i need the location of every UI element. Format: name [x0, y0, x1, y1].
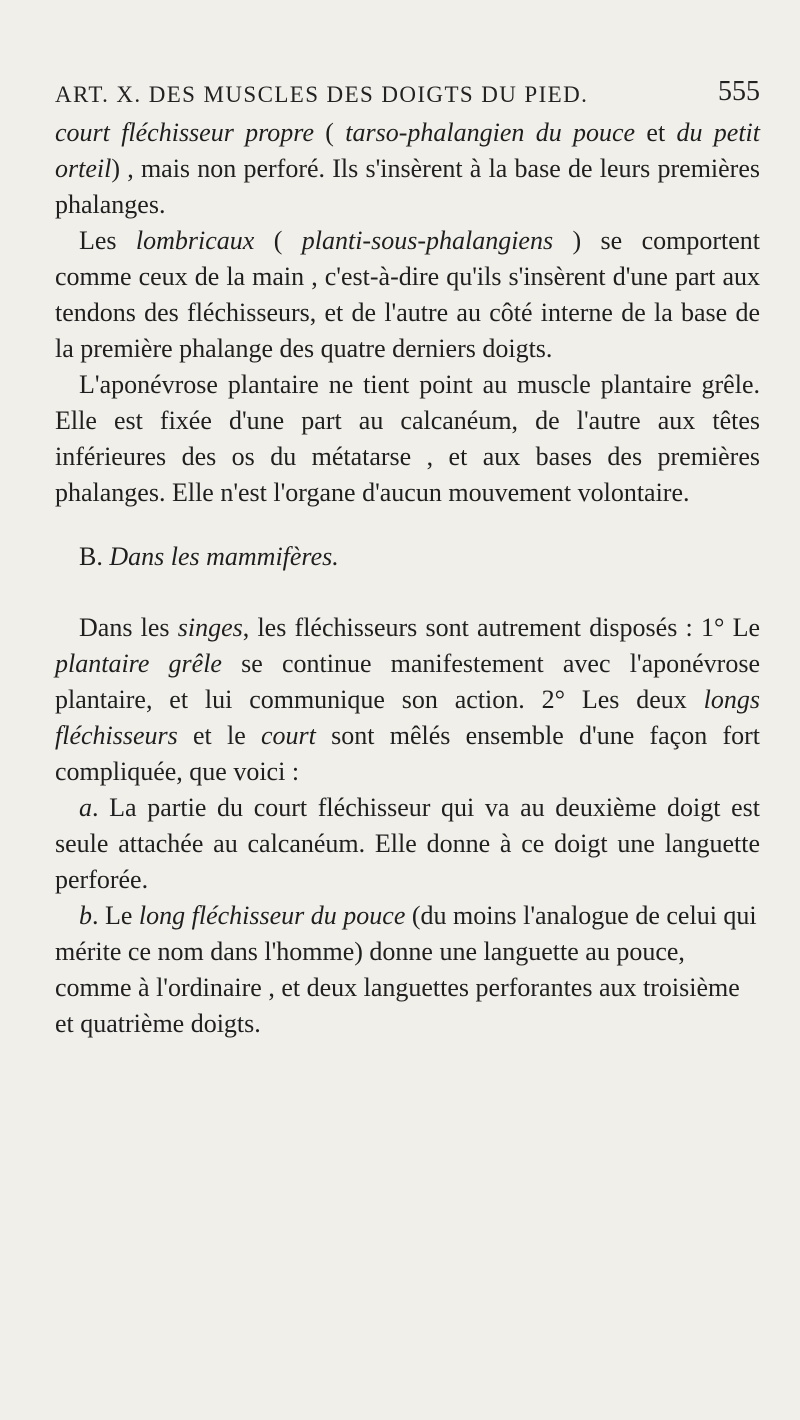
italic-run: tarso-phalangien du pouce	[345, 118, 636, 147]
paragraph-2	[55, 223, 760, 367]
section-heading	[55, 539, 760, 575]
text-run: et le	[177, 721, 262, 750]
text-run: Les	[79, 226, 136, 255]
text-run: sont mêlés ensemble d'une façon fort compliquée, que voici :	[55, 721, 760, 786]
text-run: se continue manifestement avec l'aponévrose plantaire, et lui communique son action. 2° Les deux	[55, 649, 760, 714]
text-run: ) se comportent comme ceux de la main , c'est-à-dire qu'ils s'insèrent d'une part aux tendons des fléchisseurs, et de l'autre au côté interne de la base de la première phalange des quatre derniers doigts.	[55, 226, 760, 363]
page-header	[55, 76, 760, 116]
paragraph-1	[55, 115, 760, 223]
italic-run: a	[79, 793, 92, 822]
italic-run: plantaire grêle	[55, 649, 222, 678]
text-run: (	[314, 118, 346, 147]
italic-run: Dans les mammifères.	[109, 542, 339, 571]
text-run: Dans les	[79, 613, 178, 642]
italic-run: court	[261, 721, 316, 750]
paragraph-6	[55, 898, 760, 1042]
italic-run: b	[79, 901, 92, 930]
italic-run: court fléchisseur propre	[55, 118, 314, 147]
italic-run: long fléchisseur du pouce	[138, 901, 406, 930]
page-number: 555	[718, 76, 760, 107]
italic-run: lombricaux	[135, 226, 255, 255]
body-text	[55, 115, 760, 1042]
italic-run: longs fléchisseurs	[55, 685, 760, 750]
text-run: (du moins l'analogue de celui qui mérite ce nom dans l'homme) donne une languette au pouce, comme à l'ordinaire , et deux languettes perforantes aux troisième et quatrième doigts.	[55, 901, 757, 1038]
paragraph-3	[55, 367, 760, 511]
italic-run: singes	[177, 613, 243, 642]
paragraph-4	[55, 610, 760, 790]
text-run: B.	[79, 542, 110, 571]
text-run: (	[254, 226, 302, 255]
text-run: . Le	[92, 901, 139, 930]
italic-run: planti-sous-phalangiens	[301, 226, 554, 255]
text-run: , les fléchisseurs sont autrement disposés : 1° Le	[242, 613, 760, 642]
running-title: ART. X. DES MUSCLES DES DOIGTS DU PIED.	[55, 82, 589, 107]
paragraph-5	[55, 790, 760, 898]
text-run: L'aponévrose plantaire ne tient point au muscle plantaire grêle. Elle est fixée d'une part au calcanéum, de l'autre aux têtes inférieures des os du métatarse , et aux bases des premières phalanges. Elle n'est l'organe d'aucun mouvement volontaire.	[55, 370, 760, 507]
italic-run: du petit orteil	[55, 118, 761, 183]
text-run: ) , mais non perforé. Ils s'insèrent à la base de leurs premières phalanges.	[55, 154, 760, 219]
text-run: et	[635, 118, 677, 147]
text-run: . La partie du court fléchisseur qui va au deuxième doigt est seule attachée au calcanéum. Elle donne à ce doigt une languette perforée.	[55, 793, 760, 894]
